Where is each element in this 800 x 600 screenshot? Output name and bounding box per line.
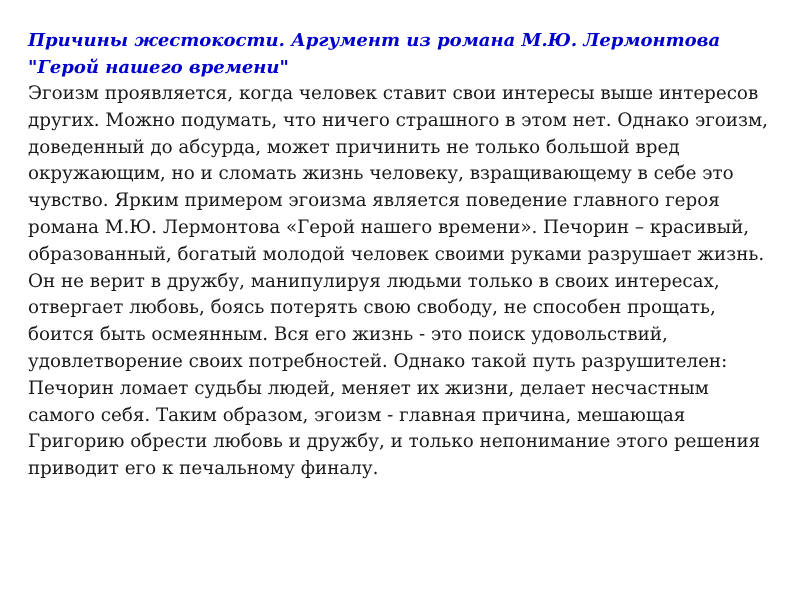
slide-content — [28, 27, 778, 483]
slide-body-text: Эгоизм проявляется, когда человек ставит свои интересы выше интересов других. Можно подумать, что ничего страшного в этом нет. Однако эгоизм, доведенный до абсурда, может причинить не только большой вред окружающим, но и сломать жизнь человеку, взращивающему в себе это чувство. Ярким примером эгоизма является поведение главного героя романа М.Ю. Лермонтова «Герой нашего времени». Печорин – красивый, образованный, богатый молодой человек своими руками разрушает жизнь. Он не верит в дружбу, манипулируя людьми только в своих интересах, отвергает любовь, боясь потерять свою свободу, не способен прощать, боится быть осмеянным. Вся его жизнь - это поиск удовольствий, удовлетворение своих потребностей. Однако такой путь разрушителен: Печорин ломает судьбы людей, меняет их жизни, делает несчастным самого себя. Таким образом, эгоизм - главная причина, мешающая Григорию обрести любовь и дружбу, и только непонимание этого решения приводит его к печальному финалу. — [28, 83, 768, 480]
slide-title: Причины жестокости. Аргумент из романа М.Ю. Лермонтова "Герой нашего времени" — [28, 30, 721, 78]
